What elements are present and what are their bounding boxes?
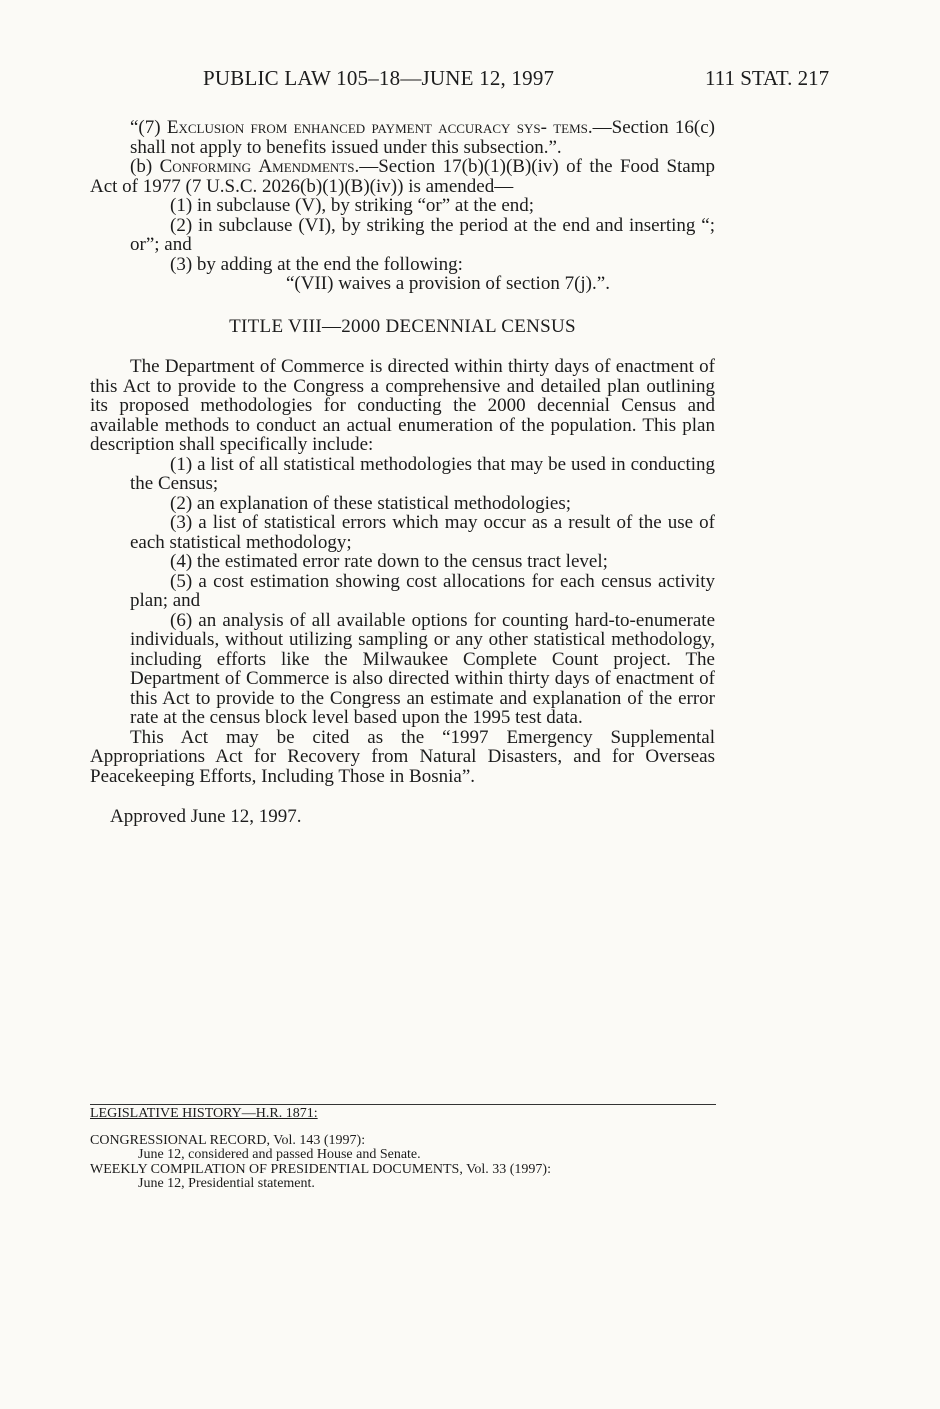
section7-paragraph (90, 118, 715, 157)
title-viii-heading: TITLE VIII—2000 DECENNIAL CENSUS (229, 315, 576, 337)
short-title-paragraph: This Act may be cited as the “1997 Emergency Supplemental Appropriations Act for Recovery from Natural Disasters, and for Overseas Peacekeeping Efforts, Including Those in Bosnia”. (90, 726, 715, 787)
title-viii-item-5: (5) a cost estimation showing cost allocations for each census activity plan; and (130, 570, 715, 611)
running-header (0, 66, 940, 96)
header-page-ref: 111 STAT. 217 (705, 66, 830, 90)
section7-lead-sc1: xclusion from enhanced payment accuracy sys (178, 117, 541, 138)
section7-lead-a: “(7) E (130, 117, 179, 138)
header-title: PUBLIC LAW 105–18—JUNE 12, 1997 (203, 66, 555, 90)
section7-lead-b: - (540, 117, 547, 138)
title-viii-item-4: (4) the estimated error rate down to the census tract level; (170, 551, 608, 572)
congressional-record-label: CONGRESSIONAL RECORD, Vol. 143 (1997): (90, 1132, 366, 1148)
conforming-quote: “(VII) waives a provision of section 7(j).”. (286, 273, 610, 294)
weekly-compilation-label: WEEKLY COMPILATION OF PRESIDENTIAL DOCUMENTS, Vol. 33 (1997): (90, 1161, 551, 1177)
congressional-record-entry: June 12, considered and passed House and Senate. (138, 1147, 421, 1162)
conforming-paragraph (90, 157, 715, 196)
legislative-history (90, 1107, 730, 1192)
conforming-label-sc1: onforming (172, 156, 259, 177)
footnote-rule (90, 1104, 716, 1105)
section7-lead-sc2: tems (553, 117, 588, 138)
weekly-compilation-entry: June 12, Presidential statement. (138, 1176, 315, 1191)
body-text (90, 118, 715, 827)
approved-date: Approved June 12, 1997. (110, 806, 302, 827)
conforming-label-sc2: mendments (272, 156, 355, 177)
conforming-item-3: (3) by adding at the end the following: (170, 253, 463, 275)
title-viii-item-1: (1) a list of all statistical methodologies that may be used in conducting the Census; (130, 453, 715, 494)
conforming-text: .—Section 17(b)(1)(B)(iv) of the Food Stamp Act of 1977 (7 U.S.C. 2026(b)(1)(B)(iv)) is amended— (90, 156, 716, 197)
conforming-item-2: (2) in subclause (VI), by striking the period at the end and inserting “; or”; and (130, 214, 715, 255)
title-viii-item-6: (6) an analysis of all available options for counting hard-to-enumerate individuals, without utilizing sampling or any other statistical methodology, including efforts like the Milwaukee Complete Count project. The Department of Commerce is also directed within thirty days of enactment of this Act to provide to the Congress an estimate and explanation of the error rate at the census block level based upon the 1995 test data. (130, 609, 715, 728)
conforming-label-a: (b) C (130, 156, 173, 177)
conforming-label-b: A (258, 156, 273, 177)
section7-text: .—Section 16(c) shall not apply to benefits issued under this subsection.”. (130, 117, 715, 158)
conforming-item-1: (1) in subclause (V), by striking “or” at the end; (170, 195, 535, 216)
title-viii-intro: The Department of Commerce is directed within thirty days of enactment of this Act to provide to the Congress a comprehensive and detailed plan outlining its proposed methodologies for conducting the 2000 decennial Census and available methods to conduct an actual enumeration of the population. This plan description shall specifically include: (90, 356, 715, 455)
title-viii-item-2: (2) an explanation of these statistical methodologies; (170, 492, 572, 514)
title-viii-item-3: (3) a list of statistical errors which may occur as a result of the use of each statistical methodology; (130, 512, 715, 553)
legislative-history-title: LEGISLATIVE HISTORY—H.R. 1871: (90, 1106, 318, 1121)
